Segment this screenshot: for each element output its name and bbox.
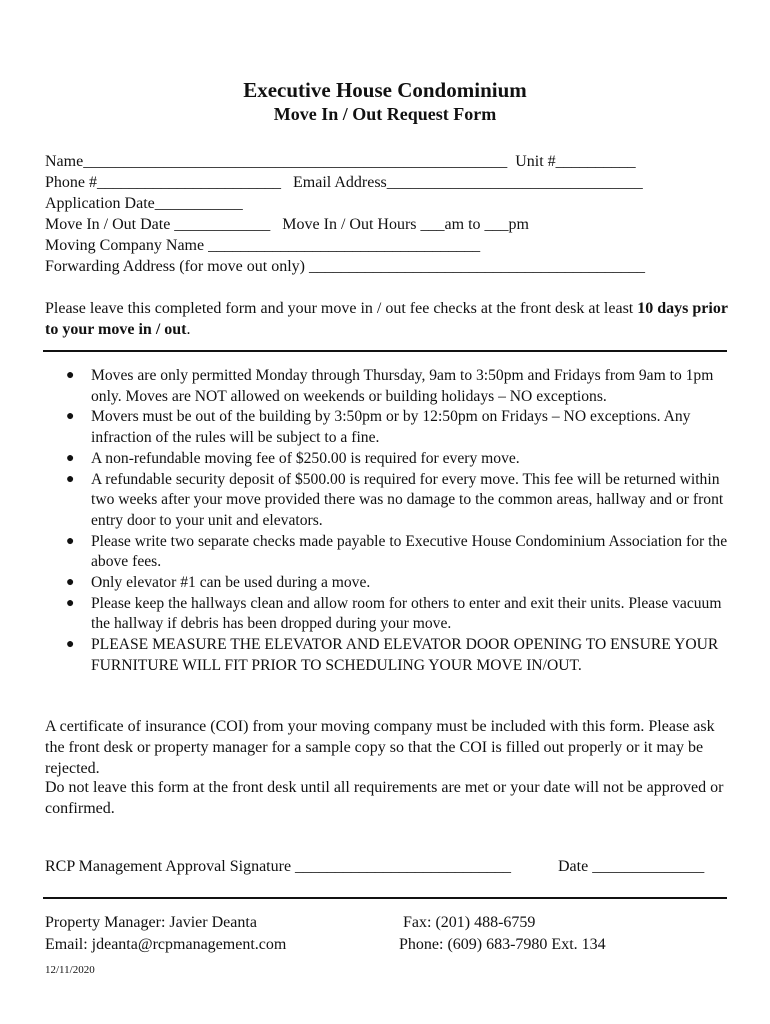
revision-date: 12/11/2020 (45, 964, 95, 976)
bullet-icon: ● (66, 450, 75, 466)
rule-item: ● A non-refundable moving fee of $250.00 is required for every move. (44, 449, 734, 470)
phone-email-field-line: Phone #_______________________ Email Address________________________________ (45, 174, 643, 191)
rule-item: ● A refundable security deposit of $500.00 is required for every move. This fee will be returned within two weeks after your move provided there was no damage to the common areas, hallway and or front entry door to your unit and elevators. (66, 470, 724, 529)
bullet-icon: ● (66, 471, 75, 487)
submission-warning: Do not leave this form at the front desk until all requirements are met or your date will not be approved or confirmed. (45, 779, 724, 817)
name-unit-field-line: Name_____________________________________________________ Unit #__________ (45, 153, 636, 170)
rule-item: ● PLEASE MEASURE THE ELEVATOR AND ELEVATOR DOOR OPENING TO ENSURE YOUR FURNITURE WILL FIT PRIOR TO SCHEDULING YOUR MOVE IN/OUT. (66, 636, 719, 674)
property-manager-name: Property Manager: Javier Deanta (45, 914, 257, 931)
approval-date-line: Date ______________ (558, 858, 705, 875)
notice-deadline: 10 days prior to your move in / out (45, 300, 728, 338)
document-title: Executive House Condominium (243, 78, 527, 102)
moving-company-field-line: Moving Company Name __________________________________ (45, 237, 481, 254)
section-divider-bottom (43, 897, 727, 899)
bullet-icon: ● (66, 637, 75, 653)
bullet-icon: ● (66, 575, 75, 591)
phone-number: Phone: (609) 683-7980 Ext. 134 (399, 936, 606, 953)
rule-item: ● Movers must be out of the building by 3:50pm or by 12:50pm on Fridays – NO exceptions. Any infraction of the rules will be subject to a fine. (66, 408, 691, 447)
section-divider-top (43, 350, 727, 352)
bullet-icon: ● (66, 533, 75, 549)
bullet-icon: ● (66, 368, 75, 383)
property-manager-email: Email: jdeanta@rcpmanagement.com (45, 936, 287, 953)
move-date-hours-field-line: Move In / Out Date ____________ Move In / Out Hours ___am to ___pm (45, 216, 529, 233)
submission-notice (45, 298, 730, 340)
bullet-icon: ● (66, 595, 75, 611)
bullet-icon: ● (66, 409, 75, 425)
insurance-paragraph: A certificate of insurance (COI) from your moving company must be included with this form. Please ask the front desk or property manager for a sample copy so that the COI is filled out properly or it may be rejected. (45, 718, 715, 777)
notice-text: Please leave this completed form and your move in / out fee checks at the front desk at least (45, 300, 638, 317)
fax-number: Fax: (201) 488-6759 (403, 914, 536, 931)
forwarding-address-field-line: Forwarding Address (for move out only) __________________________________________ (45, 258, 645, 275)
rule-item: ● Please write two separate checks made payable to Executive House Condominium Association for the above fees. (66, 532, 728, 571)
rule-item: ● Only elevator #1 can be used during a move. (44, 573, 734, 594)
application-date-field-line: Application Date___________ (45, 195, 243, 212)
move-rules-list (44, 366, 734, 677)
rule-item: ● Moves are only permitted Monday through Thursday, 9am to 3:50pm and Fridays from 9am to 1pm only. Moves are NOT allowed on weekends or building holidays – NO exceptions. (66, 367, 714, 405)
document-subtitle: Move In / Out Request Form (273, 104, 497, 124)
approval-signature-line: RCP Management Approval Signature ___________________________ (45, 858, 512, 875)
rule-item: ● Please keep the hallways clean and allow room for others to enter and exit their units. Please vacuum the hallway if debris has been dropped during your move. (66, 594, 722, 633)
notice-end: . (186, 321, 191, 338)
